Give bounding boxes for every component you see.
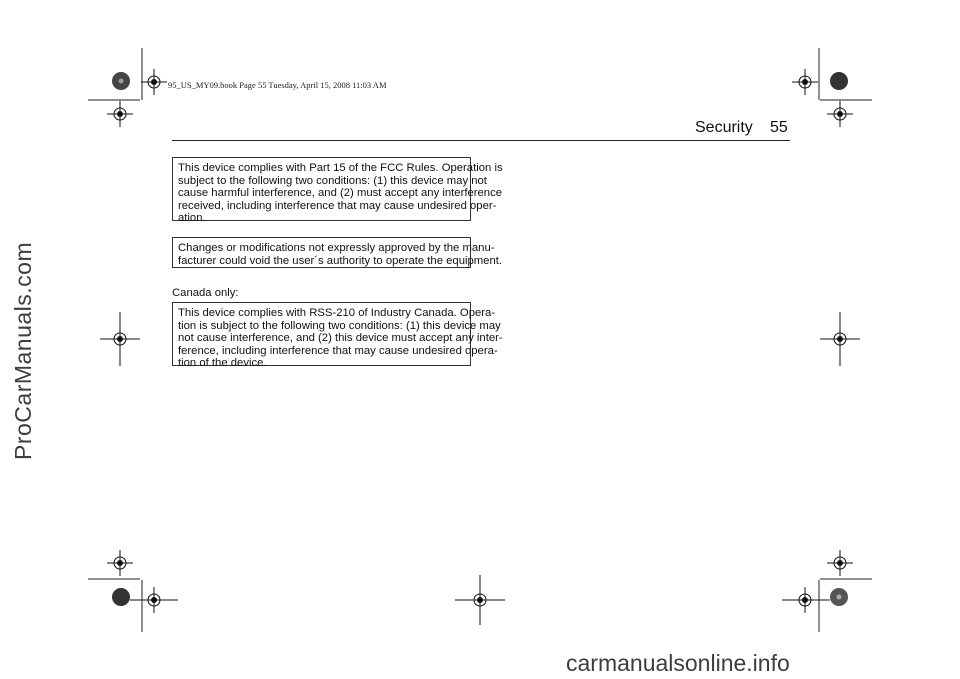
notice-line: This device complies with RSS-210 of Industry Canada. Opera-: [178, 307, 496, 319]
notice-line: facturer could void the user´s authority to operate the equipment.: [178, 254, 503, 267]
notice-line: cause harmful interference, and (2) must accept any interference: [178, 187, 503, 200]
notice-line: ference, including interference that may cause undesired opera-: [178, 344, 498, 357]
notice-line: Changes or modifications not expressly approved by the manu-: [178, 242, 495, 254]
crosshair-target-icon: [827, 550, 853, 576]
header-rule: [172, 140, 790, 141]
crosshair-target-icon: [107, 550, 133, 576]
crosshair-target-icon: [792, 69, 818, 95]
notice-line: tion of the device.: [178, 357, 267, 370]
notice-line: received, including interference that may cause undesired oper-: [178, 199, 497, 212]
crosshair-target-icon: [141, 69, 167, 95]
crosshair-target-icon: [100, 312, 140, 366]
section-title: Security: [695, 119, 753, 136]
bottom-watermark: carmanualsonline.info: [566, 650, 790, 676]
crosshair-target-icon: [782, 587, 830, 613]
canada-compliance-notice: [172, 302, 503, 370]
notice-line: ation.: [178, 212, 206, 225]
fcc-compliance-notice: [172, 157, 503, 225]
modifications-warning-notice: [172, 237, 503, 268]
crosshair-target-icon: [107, 101, 133, 127]
crosshair-target-icon: [820, 312, 860, 366]
print-info: 95_US_MY09.book Page 55 Tuesday, April 15, 2008 11:03 AM: [168, 80, 387, 90]
notice-line: tion is subject to the following two conditions: (1) this device may: [178, 319, 501, 332]
canada-only-label: Canada only:: [172, 287, 239, 299]
registration-disc-icon: [830, 588, 848, 606]
side-watermark: ProCarManuals.com: [10, 241, 36, 460]
registration-disc-icon: [830, 72, 848, 90]
crosshair-target-icon: [827, 101, 853, 127]
registration-disc-icon: [112, 588, 130, 606]
crosshair-target-icon: [455, 575, 505, 625]
notice-line: not cause interference, and (2) this device must accept any inter-: [178, 332, 503, 345]
page-number: 55: [770, 119, 788, 136]
registration-disc-icon: [112, 72, 130, 90]
notice-line: This device complies with Part 15 of the FCC Rules. Operation is: [178, 162, 503, 174]
crosshair-target-icon: [130, 587, 178, 613]
notice-line: subject to the following two conditions: (1) this device may not: [178, 174, 487, 187]
